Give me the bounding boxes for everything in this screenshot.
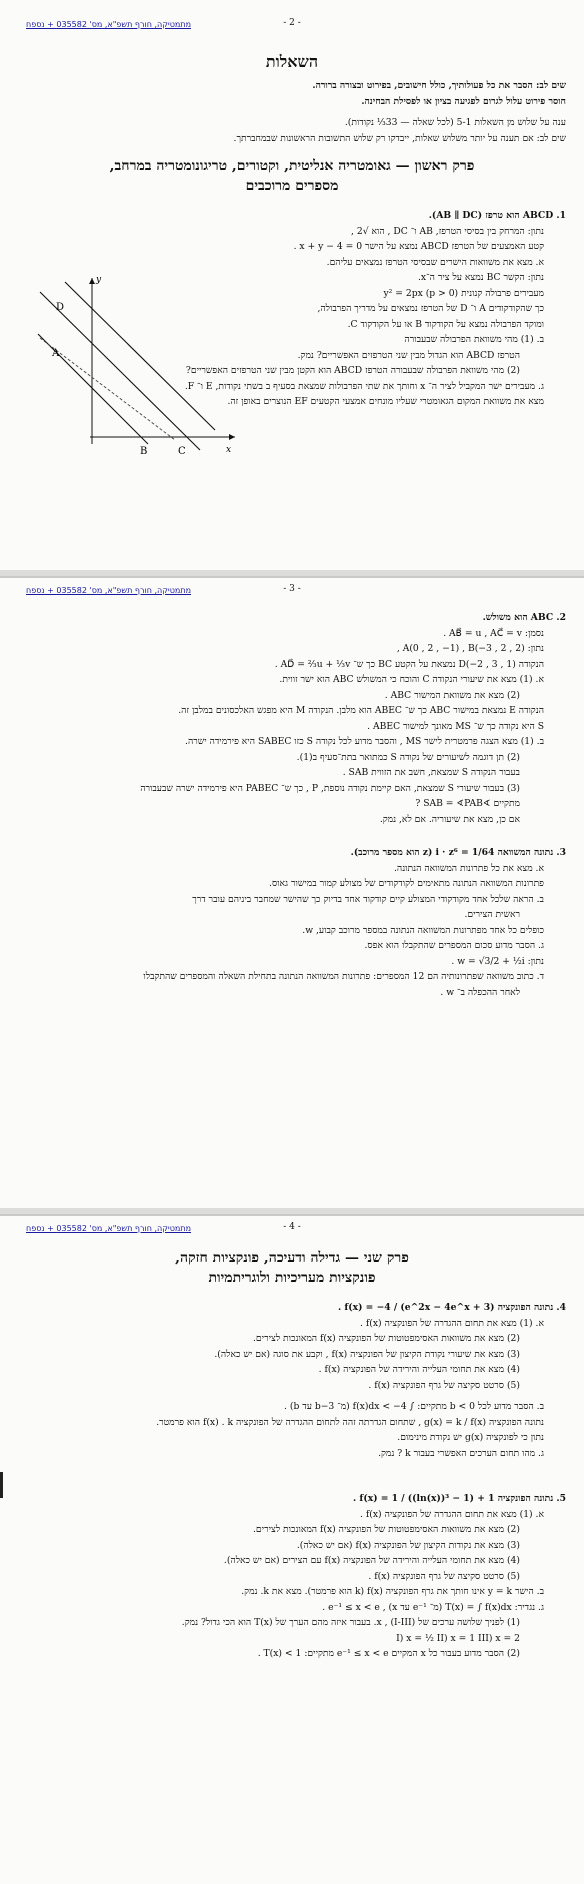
exam-page-2 xyxy=(0,0,584,570)
question-line: מעבירים פרבולה קנונית y² = 2px (p > 0) xyxy=(383,287,544,299)
question-line: נתון: הקשר BC נמצא על ציר ה־x. xyxy=(418,272,544,283)
midline-dashed xyxy=(40,338,175,440)
chapter-title: פונקציות מעריכיות ולוגריתמיות xyxy=(208,1270,376,1286)
chapter-title: פרק ראשון — גאומטריה אנליטית, וקטורים, טריגונומטריה במרחב, xyxy=(109,158,475,174)
question-line: א. מצא את כל פתרונות המשוואה הנתונה. xyxy=(393,862,544,874)
page-header xyxy=(18,1220,566,1240)
label-x: x xyxy=(226,445,232,455)
chapter-title: מספרים מרוכבים xyxy=(245,178,339,194)
y-axis-arrow xyxy=(89,278,95,284)
question-line: (3) מצא את שיעורי נקודת הקיצון של הפונקציה f(x) , וקבע את סוגה (אם יש כאלה). xyxy=(214,1348,520,1360)
question-line: (2) מהי משוואת הפרבולה שבעבורה הטרפז ABCD הוא הקטן מבין שני הטרפזים האפשריים? xyxy=(185,365,520,376)
question-line: בעבור הנקודה S שמצאת, חשב את הזווית SAB . xyxy=(342,767,520,778)
question-line: ב. (1) מהי משוואת הפרבולה שבעבורה xyxy=(404,334,544,345)
question-line: א. (1) מצא את תחום ההגדרה של הפונקציה f(x) . xyxy=(360,1508,544,1520)
chapter-heading xyxy=(18,156,566,196)
question-line: ד. כתוב משוואה שפתרונותיה הם 12 המספרים: פתרונות המשוואה הנתונה בתחילת השאלה והמספרים שהתקבלו xyxy=(143,971,544,982)
question-line: (4) מצא את תחומי העלייה והירידה של הפונקציה f(x) . xyxy=(318,1364,520,1375)
question-line: נתון: w = √3/2 + ½i . xyxy=(451,955,544,967)
question-line: 2. ABC הוא משולש. xyxy=(482,612,566,623)
question-line: (2) הסבר מדוע בעבור כל x המקיים e⁻¹ ≤ x < e מתקיים: T(x) < 1 . xyxy=(257,1648,520,1659)
question-line: נתון כי לפונקציה g(x) יש נקודת מינימום. xyxy=(397,1432,544,1443)
question-line: ראשית הצירים. xyxy=(464,909,520,920)
question-line: S היא נקודה כך ש־ MS מאונך למישור ABEC . xyxy=(367,720,544,732)
question-line: ג. מהו תחום הערכים האפשרי בעבור k ? נמק. xyxy=(378,1447,544,1459)
page-header xyxy=(18,582,566,602)
question-line: לאחר ההכפלה ב־ w . xyxy=(440,986,520,998)
notice-line: שים לב: אם תענה על יותר משלוש שאלות, ייבדקו רק שלוש התשובות הראשונות שבמחברתך. xyxy=(233,132,566,144)
label-y: y xyxy=(96,275,102,285)
chapter-title: פרק שני — גדילה ודעיכה, פונקציות חזקה, xyxy=(175,1250,409,1266)
page-number: - 3 - xyxy=(283,584,301,594)
question-line: א. (1) מצא את תחום ההגדרה של הפונקציה f(x) . xyxy=(360,1317,544,1329)
page-number: - 4 - xyxy=(283,1222,301,1232)
question-line: כך שהקודקודים A ו־ D של הטרפז נמצאים על מדריך הפרבולה, xyxy=(317,303,544,314)
question-line: נתון: A(0 , 2 , −1) , B(−3 , 2 , 2) , xyxy=(396,643,544,654)
question-4 xyxy=(18,1300,566,1461)
exam-page-4 xyxy=(0,1214,584,1884)
exam-reference: מתמטיקה, חורף תשפ"א, מס' 035582 + נספח xyxy=(26,586,192,595)
question-line: (5) סרטט סקיצה של גרף הפונקציה f(x) . xyxy=(368,1570,520,1582)
question-line: ג. הסבר מדוע סכום המספרים שהתקבלו הוא אפס. xyxy=(364,940,544,951)
question-line: קטע האמצעים של הטרפז ABCD נמצא על הישר x + y − 4 = 0 . xyxy=(293,241,544,252)
trapezoid-graph xyxy=(30,272,240,462)
notice-line: שים לב: הסבר את כל פעולותיך, כולל חישובים, בפירוט ובצורה ברורה. xyxy=(312,80,566,91)
question-line: (2) מצא את משוואות האסימפטוטות של הפונקציה f(x) המאונכות לצירים. xyxy=(253,1524,520,1535)
label-d: D xyxy=(56,302,65,313)
question-line: ב. הישר y = k אינו חותך את גרף הפונקציה f(x) (k הוא פרמטר). מצא את k. נמק. xyxy=(241,1586,544,1597)
page-number: - 2 - xyxy=(283,18,301,28)
question-line: 5. נתונה הפונקציה f(x) = 1 / ((ln(x))³ − 1) + 1 . xyxy=(353,1493,566,1504)
line-parallel xyxy=(65,282,215,430)
question-line: הנקודה D(−2 , 3 , 1) נמצאת על הקטע BC כך ש־ AD⃗ = ⅔u + ⅓v . xyxy=(274,658,544,670)
question-line: הטרפז ABCD הוא הגדול מבין שני הטרפזים האפשריים? נמק. xyxy=(297,349,520,361)
question-line: נסמן: AB⃗ = u , AC⃗ = v . xyxy=(443,627,544,639)
exam-reference: מתמטיקה, חורף תשפ"א, מס' 035582 + נספח xyxy=(26,20,192,29)
instructions xyxy=(18,78,566,146)
line-dc xyxy=(40,292,200,450)
question-line: פתרונות המשוואה הנתונה מתאימים לקודקודים של מצולע קמור במישור גאוס. xyxy=(269,878,544,889)
question-line: הנקודה E נמצאת במישור ABC כך ש־ ABEC הוא מלבן. הנקודה M היא מפגש האלכסונים במלבן זה. xyxy=(178,705,544,716)
question-line: I) x = ½ II) x = 1 III) x = 2 xyxy=(396,1632,520,1644)
question-line: (3) בעבור שיעורי S שמצאת, האם קיימת נקודה נוספת, P , כך ש־ PABEC היא פירמידה ישרה שבעבורה xyxy=(140,782,520,794)
question-line: ב. (1) מצא הצגה פרמטרית לישר MS , והסבר מדוע לכל נקודה S כזו SABEC היא פירמידה ישרה. xyxy=(185,736,544,747)
question-3 xyxy=(18,845,566,1000)
notice-line: ענה על שלוש מן השאלות 5-1 (לכל שאלה — 33⅓ נקודות). xyxy=(344,117,566,128)
page-header xyxy=(18,16,566,36)
x-axis-arrow xyxy=(229,434,235,440)
question-line: (2) מצא את משוואת המישור ABC . xyxy=(384,689,520,701)
question-line: ב. הראה שלכל אחד מקודקודי המצולע קיים קודקוד אחד בדיוק כך שהישר שמחבר ביניהם עובר דרך xyxy=(192,893,544,905)
question-5 xyxy=(18,1491,566,1662)
question-line: 1. ABCD הוא טרפז (AB ∥ DC). xyxy=(428,210,566,221)
question-line: ג. נגדיר: T(x) = ∫ f(x)dx (מ־ e⁻¹ עד x) , e⁻¹ ≤ x < e . xyxy=(322,1601,544,1613)
question-line: (1) לפניך שלושה ערכים של x , (I-III). בעבור איזה מהם הערך של T(x) הוא הכי גדול? נמק. xyxy=(181,1617,520,1628)
scan-margin-mark xyxy=(0,1472,3,1498)
question-line: נתון: המרחק בין בסיסי הטרפז, AB ו־ DC , הוא √2 , xyxy=(350,225,544,237)
question-line: מתקיים ∢SAB = ∢PAB ? xyxy=(415,798,520,809)
question-line: אם כן, מצא את שיעוריה. אם לא, נמק. xyxy=(379,813,520,825)
question-line: 3. נתונה המשוואה i · z⁶ = 1/64 (z הוא מספר מרוכב). xyxy=(350,847,566,858)
label-b: B xyxy=(140,446,148,457)
chapter-heading xyxy=(18,1248,566,1288)
label-a: A xyxy=(52,348,60,359)
question-line: (5) סרטט סקיצה של גרף הפונקציה f(x) . xyxy=(368,1379,520,1391)
question-line: א. מצא את משוואות הישרים שבסיסי הטרפז נמצאים עליהם. xyxy=(326,256,544,268)
question-line: ומוקד הפרבולה נמצא על הקודקוד B או על הקודקוד C. xyxy=(347,318,544,330)
question-line: (4) מצא את תחומי העלייה והירידה של הפונקציה f(x) עם הצירים (אם יש כאלה). xyxy=(223,1555,520,1566)
question-line: נתונה הפונקציה g(x) = k / f(x) , שתחום הגדרתה זהה לתחום ההגדרה של הפונקציה f(x) . k הוא פרמטר. xyxy=(156,1416,544,1428)
question-line: (2) מצא את משוואות האסימפטוטות של הפונקציה f(x) המאונכות לצירים. xyxy=(253,1333,520,1344)
page-title: השאלות xyxy=(265,52,319,71)
question-line: ב. הסבר מדוע לכל b < 0 מתקיים: ∫ f(x)dx < −4 (מ־ b−3 עד b) . xyxy=(284,1401,544,1412)
question-line: 4. נתונה הפונקציה f(x) = −4 / (e^2x − 4e^x + 3) . xyxy=(337,1302,566,1313)
label-c: C xyxy=(178,446,186,457)
question-line: א. (1) מצא את שיעורי הנקודה C והוכח כי המשולש ABC הוא ישר זווית. xyxy=(279,674,544,685)
question-line: (3) מצא את נקודות הקיצון של הפונקציה f(x) (אם יש כאלה). xyxy=(296,1539,520,1551)
question-line: כופלים כל אחד מפתרונות המשוואה הנתונה במספר מרוכב קבוע, w. xyxy=(302,924,544,936)
exam-page-3 xyxy=(0,576,584,1208)
question-line: ג. מעבירים ישר המקביל לציר ה־ x וחותך את שתי הפרבולות שמצאת בסעיף ב בשתי נקודות, E ו־ F. xyxy=(184,380,544,392)
question-line: (2) תן דוגמה לשיעורים של נקודה S כמתואר בתת־סעיף ב(1). xyxy=(296,751,520,763)
question-line: מצא את משוואת המקום הגאומטרי שעליו מונחים אמצעי הקטעים EF הנוצרים באופן זה. xyxy=(227,396,544,407)
question-2 xyxy=(18,610,566,827)
exam-reference: מתמטיקה, חורף תשפ"א, מס' 035582 + נספח xyxy=(26,1224,192,1233)
notice-line: חוסר פירוט עלול לגרום לפגיעה בציון או לפסילת הבחינה. xyxy=(361,95,566,107)
